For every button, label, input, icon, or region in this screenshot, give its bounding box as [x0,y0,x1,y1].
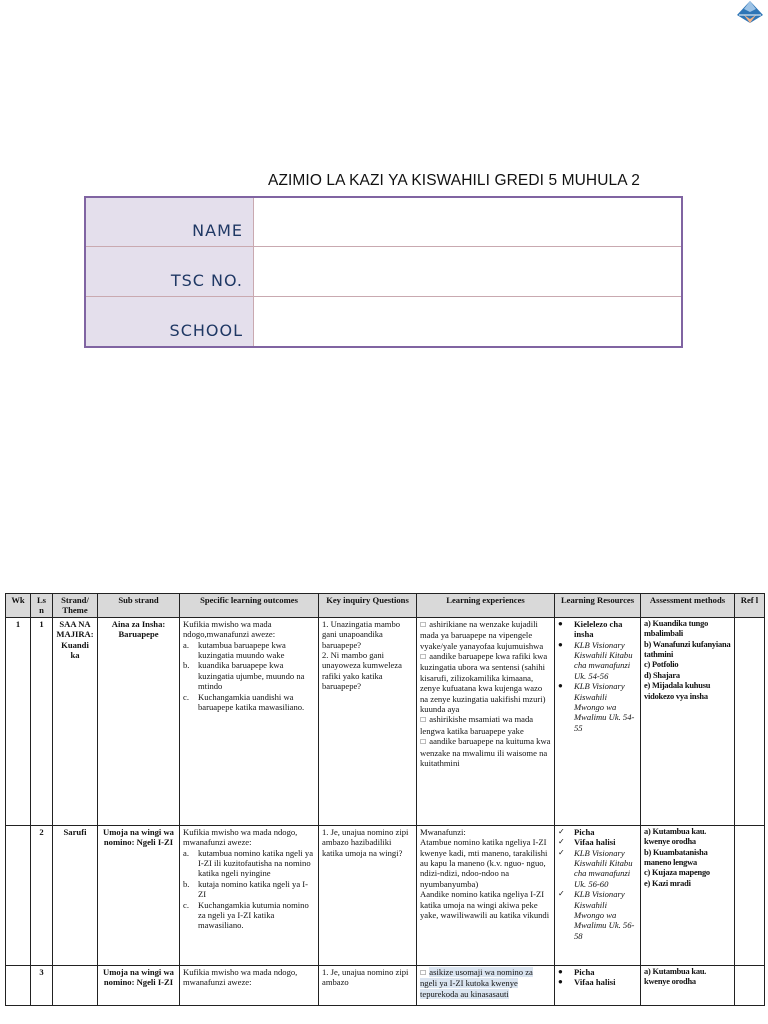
list-item: ● KLB Visionary Kiswahili Mwongo wa Mwalimu Uk. 54-55 [558,681,635,733]
list-item: ☐ aandike baruapepe kwa rafiki kwa kuzingatia ubora wa sentensi (sahihi kisarufi, zilizokamilika kimaana, zenye kufuatana kwa kujenga wazo na zenye kuzingatia uakifishi mzuri) kuunda aya [420,651,548,715]
cell-strand [53,965,98,1005]
header-strand: Strand/ Theme [53,594,98,618]
table-row [6,965,765,1005]
cell-resources [555,965,641,1005]
table-row [6,617,765,825]
cell-wk: 1 [6,617,31,825]
header-outcomes: Specific learning outcomes [180,594,319,618]
checkmark-icon: ✓ [558,837,565,847]
list-item: ☐ ashirikishe msamiati wa mada lengwa katika baruapepe yake [420,714,534,736]
list-item: b. kutaja nomino katika ngeli ya I-ZI [183,878,309,900]
checkbox-icon: ☐ [420,716,427,725]
table-header-row [6,594,765,618]
checkbox-icon: ☐ [420,968,427,977]
bullet-icon: ● [558,618,563,628]
header-reflection: Ref l [735,594,765,618]
list-item: ✓ Picha [558,826,595,837]
list-item: a. kutambua nomino katika ngeli ya I-ZI ili kuzitofautisha na nomino katika ngeli nyingine [183,847,314,879]
cell-resources [555,617,641,825]
checkmark-icon: ✓ [558,847,565,857]
cell-lsn: 3 [31,965,53,1005]
cell-outcomes [180,965,319,1005]
cell-reflection [735,617,765,825]
cell-lsn: 1 [31,617,53,825]
checkmark-icon: ✓ [558,889,565,899]
cell-experiences [417,965,555,1005]
cell-sub-strand: Umoja na wingi wa nomino: Ngeli I-ZI [98,825,180,965]
teacher-identity-box [84,196,683,348]
brand-logo-icon [736,0,764,24]
list-item: ● Vifaa halisi [558,977,616,988]
name-value [254,198,681,247]
list-item: ☐ aandike baruapepe na kuituma kwa wenzake na mwalimu ili waisome na kuitathmini [420,736,551,769]
header-experiences: Learning experiences [417,594,555,618]
header-wk: Wk [6,594,31,618]
cell-questions: 1. Je, unajua nomino zipi ambazo [319,965,417,1005]
cell-sub-strand: Aina za Insha: Baruapepe [98,617,180,825]
cell-strand: Sarufi [53,825,98,965]
school-value [254,297,681,346]
list-item: Atambue nomino katika ngeliya I-ZI kwenye kadi, mti maneno, tarakilishi au kapu la maneno (k.v. nguo- nguo, ndizi-ndizi, ndoo-ndoo na nyumbanyumba) [420,837,548,889]
experiences-head: Mwanafunzi: [420,826,466,837]
list-item: ● Kielelezo cha insha [558,618,623,640]
cell-questions: 1. Je, unajua nomino zipi ambazo hazibadiliki katika umoja na wingi? [319,825,417,965]
checkbox-icon: ☐ [420,738,427,747]
list-item: ✓ KLB Visionary Kiswahili Kitabu cha mwanafunzi Uk. 56-60 [558,847,633,889]
scheme-of-work-table [5,593,765,1006]
bullet-icon: ● [558,977,563,987]
list-item: ☐ asikize usomaji wa nomino za ngeli ya I-ZI kutoka kwenye tepurekoda au kinasasauti [420,966,533,999]
list-item: ● Picha [558,966,595,977]
list-item: c. Kuchangamkia uandishi wa baruapepe katika mawasiliano. [183,691,305,713]
outcomes-intro: Kufikia mwisho wa mada ndogo,mwanafunzi aweze: [183,618,276,640]
school-label: SCHOOL [86,297,254,346]
header-sub-strand: Sub strand [98,594,180,618]
cell-strand: SAA NA MAJIRA: Kuandi ka [53,617,98,825]
cell-questions: 1. Unazingatia mambo gani unapoandika baruapepe? 2. Ni mambo gani unayoweza kumweleza rafiki yako katika baruapepe? [319,617,417,825]
list-item: ● KLB Visionary Kiswahili Kitabu cha mwanafunzi Uk. 54-56 [558,639,633,681]
document-title: AZIMIO LA KAZI YA KISWAHILI GREDI 5 MUHULA 2 [268,172,640,189]
cell-sub-strand: Umoja na wingi wa nomino: Ngeli I-ZI [98,965,180,1005]
cell-assessment: a) Kutambua kau. kwenye orodha b) Kuambatanisha maneno lengwa c) Kujaza mapengo e) Kazi mradi [641,825,735,965]
cell-experiences [417,617,555,825]
bullet-icon: ● [558,681,563,691]
table-row [6,825,765,965]
cell-assessment: a) Kuandika tungo mbalimbali b) Wanafunzi kufanyiana tathmini c) Potfolio d) Shajara e) Mijadala kuhusu vidokezo vya insha [641,617,735,825]
header-resources: Learning Resources [555,594,641,618]
cell-wk [6,965,31,1005]
tsc-no-label: TSC NO. [86,247,254,296]
bullet-icon: ● [558,966,563,976]
cell-wk [6,825,31,965]
list-item: ✓ KLB Visionary Kiswahili Mwongo wa Mwalimu Uk. 56-58 [558,889,635,941]
cell-outcomes [180,617,319,825]
outcomes-intro: Kufikia mwisho wa mada ndogo, mwanafunzi aweze: [183,826,298,848]
bullet-icon: ● [558,639,563,649]
cell-lsn: 2 [31,825,53,965]
name-label: NAME [86,198,254,247]
header-lsn: Ls n [31,594,53,618]
list-item: a. kutambua baruapepe kwa kuzingatia muundo wake [183,639,286,661]
cell-reflection [735,965,765,1005]
checkbox-icon: ☐ [420,620,427,629]
tsc-no-value [254,247,681,296]
cell-resources [555,825,641,965]
header-assessment: Assessment methods [641,594,735,618]
cell-assessment: a) Kutambua kau. kwenye orodha [641,965,735,1005]
header-questions: Key inquiry Questions [319,594,417,618]
checkbox-icon: ☐ [420,653,427,662]
list-item: ☐ ashirikiane na wenzake kujadili mada ya baruapepe na vipengele vyake/yale yanayofaa kujumuishwa [420,618,544,651]
list-item: c. Kuchangamkia kutumia nomino za ngeli ya I-ZI katika mawasiliano. [183,899,309,931]
outcomes-intro: Kufikia mwisho wa mada ndogo, mwanafunzi aweze: [183,966,298,988]
list-item: ✓ Vifaa halisi [558,837,616,848]
list-item: Aandike nomino katika ngeliya I-ZI katika umoja na wingi akiwa peke yake, wawiliwawili au katika vikundi [420,889,550,921]
cell-outcomes [180,825,319,965]
list-item: b. kuandika baruapepe kwa kuzingatia ujumbe, muundo na mtindo [183,660,305,692]
cell-reflection [735,825,765,965]
cell-experiences [417,825,555,965]
checkmark-icon: ✓ [558,826,565,836]
